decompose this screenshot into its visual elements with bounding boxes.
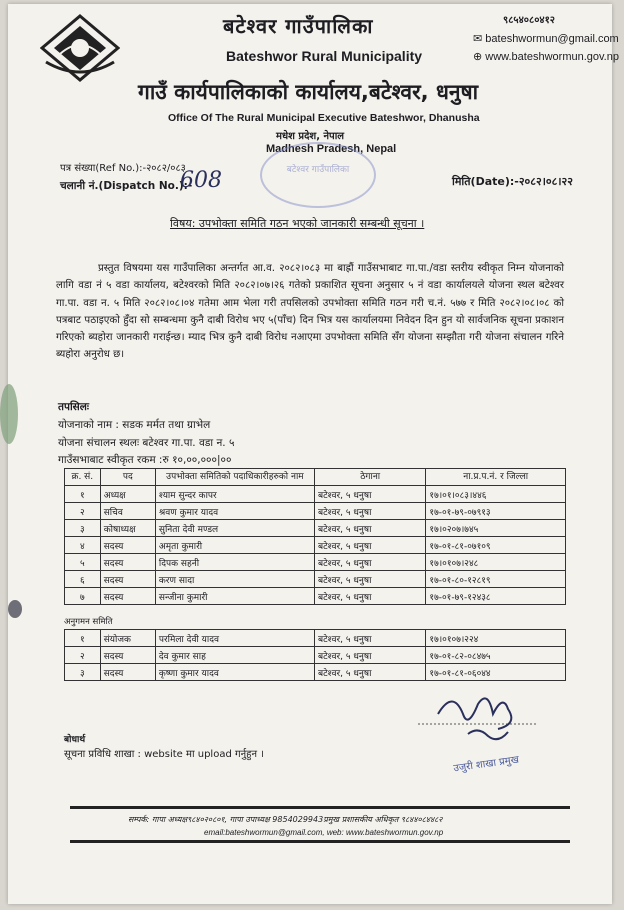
table-cell: ४ <box>65 537 101 554</box>
monitoring-label: अनुगमन समिति <box>64 617 113 627</box>
table-cell: परमिला देवी यादव <box>155 630 314 647</box>
org-name-nepali: बटेश्वर गाउँपालिका <box>223 14 374 38</box>
committee-table <box>64 468 566 605</box>
mail-icon: ✉ <box>473 33 483 45</box>
cc-heading: बोधार्थ <box>64 735 86 745</box>
letter-date: मिति(Date):-२०८२।०८।२२ <box>452 175 573 188</box>
table-cell: ३ <box>65 664 101 681</box>
table-cell: ३ <box>65 520 101 537</box>
table-cell: करण सादा <box>155 571 314 588</box>
cc-line: सूचना प्रविधि शाखा : website मा upload गर्नुहुन । <box>64 749 264 760</box>
details-heading: तपसिलः <box>58 401 90 413</box>
col-address: ठेगाना <box>314 469 425 486</box>
table-cell: सन्जीना कुमारी <box>155 588 314 605</box>
website-text[interactable]: www.bateshwormun.gov.np <box>485 51 619 63</box>
edge-mark <box>0 384 18 444</box>
footer-web: email:bateshwormun@gmail.com, web: www.bateshwormun.gov.np <box>204 828 444 837</box>
table-row <box>65 664 566 681</box>
col-name: उपभोक्ता समितिको पदाधिकारीहरुको नाम <box>155 469 314 486</box>
table-cell: १७-०१-७९-१२४३८ <box>426 588 566 605</box>
table-cell: बटेश्वर, ५ धनुषा <box>314 486 425 503</box>
office-stamp: बटेश्वर गाउँपालिका <box>260 142 376 208</box>
table-cell: १७-०१-७९-०७९१३ <box>426 503 566 520</box>
table-row <box>65 630 566 647</box>
table-cell: १७।०१०७।२४८ <box>426 554 566 571</box>
table-cell: श्रवण कुमार यादव <box>155 503 314 520</box>
table-cell: सदस्य <box>100 571 155 588</box>
dispatch-number: 608 <box>180 168 222 193</box>
table-cell: बटेश्वर, ५ धनुषा <box>314 588 425 605</box>
table-cell: बटेश्वर, ५ धनुषा <box>314 571 425 588</box>
punch-hole <box>8 600 22 618</box>
table-cell: १७-०१-८१-०७१०९ <box>426 537 566 554</box>
table-cell: ६ <box>65 571 101 588</box>
globe-icon: ⊕ <box>473 51 483 63</box>
table-cell: सदस्य <box>100 647 155 664</box>
table-cell: कृष्णा कुमार यादव <box>155 664 314 681</box>
email-text[interactable]: bateshwormun@gmail.com <box>485 33 619 45</box>
table-cell: १ <box>65 486 101 503</box>
table-cell: ५ <box>65 554 101 571</box>
email-line <box>473 32 619 45</box>
table-cell: बटेश्वर, ५ धनुषा <box>314 520 425 537</box>
table-row <box>65 537 566 554</box>
table-cell: बटेश्वर, ५ धनुषा <box>314 647 425 664</box>
table-cell: अध्यक्ष <box>100 486 155 503</box>
monitoring-table <box>64 629 566 681</box>
project-name: योजनाको नाम : सडक मर्मत तथा ग्राभेल <box>58 419 211 431</box>
table-cell: ७ <box>65 588 101 605</box>
table-cell: दिपक सहनी <box>155 554 314 571</box>
approved-amount: गाउँसभाबाट स्वीकृत रकम :रु १०,००,०००|०० <box>58 454 232 466</box>
committee-table-body <box>65 486 566 605</box>
province-nepali: मधेश प्रदेश, नेपाल <box>276 131 345 142</box>
footer-rule-top <box>70 806 570 809</box>
footer-rule-bottom <box>70 840 570 843</box>
dispatch-label: चलानी नं.(Dispatch No.):- <box>60 180 193 192</box>
table-cell: बटेश्वर, ५ धनुषा <box>314 664 425 681</box>
table-cell: १७-०१-८०-१२८१९ <box>426 571 566 588</box>
table-row <box>65 520 566 537</box>
table-cell: सदस्य <box>100 537 155 554</box>
table-row <box>65 503 566 520</box>
table-cell: १७।०२०७।७४५ <box>426 520 566 537</box>
table-cell: १७-०१-८२-०८४७५ <box>426 647 566 664</box>
office-name-english: Office Of The Rural Municipal Executive Bateshwor, Dhanusha <box>168 112 480 124</box>
website-line <box>473 50 619 63</box>
subject-line: विषय: उपभोक्ता समिति गठन भएको जानकारी सम्बन्धी सूचना । <box>170 217 425 230</box>
letter-page <box>8 4 619 904</box>
table-cell: बटेश्वर, ५ धनुषा <box>314 503 425 520</box>
signatory-title: उजुरी शाखा प्रमुख <box>452 754 520 775</box>
org-name-english: Bateshwor Rural Municipality <box>226 48 423 64</box>
project-location: योजना संचालन स्थलः बटेश्वर गा.पा. वडा न. ५ <box>58 437 235 449</box>
phone-number: ९८५४०८०४१२ <box>503 15 555 26</box>
table-cell: श्याम सुन्दर कापर <box>155 486 314 503</box>
table-cell: सदस्य <box>100 664 155 681</box>
table-header-row <box>65 469 566 486</box>
table-cell: बटेश्वर, ५ धनुषा <box>314 630 425 647</box>
table-cell: बटेश्वर, ५ धनुषा <box>314 537 425 554</box>
table-cell: सदस्य <box>100 588 155 605</box>
table-row <box>65 588 566 605</box>
municipality-emblem-icon <box>40 14 120 82</box>
table-row <box>65 571 566 588</box>
table-row <box>65 647 566 664</box>
table-row <box>65 486 566 503</box>
table-cell: देव कुमार साह <box>155 647 314 664</box>
ref-number: पत्र संख्या(Ref No.):-२०८२/०८३ <box>60 163 186 174</box>
table-cell: कोषाध्यक्ष <box>100 520 155 537</box>
table-cell: १७।०१।०८३।४४६ <box>426 486 566 503</box>
table-cell: १७।०१०७।२२४ <box>426 630 566 647</box>
table-cell: संयोजक <box>100 630 155 647</box>
province-english: Madhesh Pradesh, Nepal <box>266 143 397 155</box>
table-cell: १७-०१-८१-०६०४४ <box>426 664 566 681</box>
table-cell: सदस्य <box>100 554 155 571</box>
monitoring-table-body <box>65 630 566 681</box>
table-cell: सुनिता देवी मण्डल <box>155 520 314 537</box>
table-cell: बटेश्वर, ५ धनुषा <box>314 554 425 571</box>
footer-contacts: सम्पर्क: गापा अध्यक्ष९८४०२०८०१, गापा उपाध्यक्ष 9854029943प्रमुख प्रशासकीय अधिकृत ९८४४०८४४८२ <box>128 815 443 824</box>
office-name-nepali: गाउँ कार्यपालिकाको कार्यालय,बटेश्वर, धनुषा <box>138 80 479 104</box>
letter-body <box>56 260 564 364</box>
body-paragraph: प्रस्तुत विषयमा यस गाउँपालिका अन्तर्गत आ.व. २०८२।०८३ मा बाह्रौं गाउँसभाबाट गा.पा./वडा स्तरीय स्वीकृत निम्न योजनाको लागि वडा नं ५ वडा कार्यालय, बटेश्वरको मिति २०८२।०७।२६ गतेको प्रकाशित सूचना अनुसार ५ नं वडा कार्यालयले योजना स्थल बटेश्वर गा.पा. वडा न. ५ मिति २०८२।०८।०४ गतेमा आम भेला गरी तपसिलको उपभोक्ता समिति गठन गरी च.नं. ५७७ र मिति २०८२।०८।०८ को पत्रबाट पठाइएको हुँदा सो सम्बन्धमा कुनै दाबी विरोध भए ५(पाँच) दिन भित्र यस कार्यालयमा निवेदन दिन हुन यो सार्वजनिक सूचना प्रकाशन गरिएको ब्यहोरा जानकारी गराईन्छ। म्याद भित्र कुनै दाबी विरोध नआएमा उपभोक्ता समिति सँग योजना सम्झौता गरी योजना संचालन गरिने ब्यहोरा अनुरोध छ। <box>56 263 564 361</box>
table-cell: १ <box>65 630 101 647</box>
col-sn: क्र. सं. <box>65 469 101 486</box>
table-cell: अमृता कुमारी <box>155 537 314 554</box>
signature-icon <box>408 684 548 764</box>
table-cell: २ <box>65 503 101 520</box>
col-post: पद <box>100 469 155 486</box>
col-citizenship: ना.प्र.प.नं. र जिल्ला <box>426 469 566 486</box>
table-cell: सचिव <box>100 503 155 520</box>
table-cell: २ <box>65 647 101 664</box>
table-row <box>65 554 566 571</box>
